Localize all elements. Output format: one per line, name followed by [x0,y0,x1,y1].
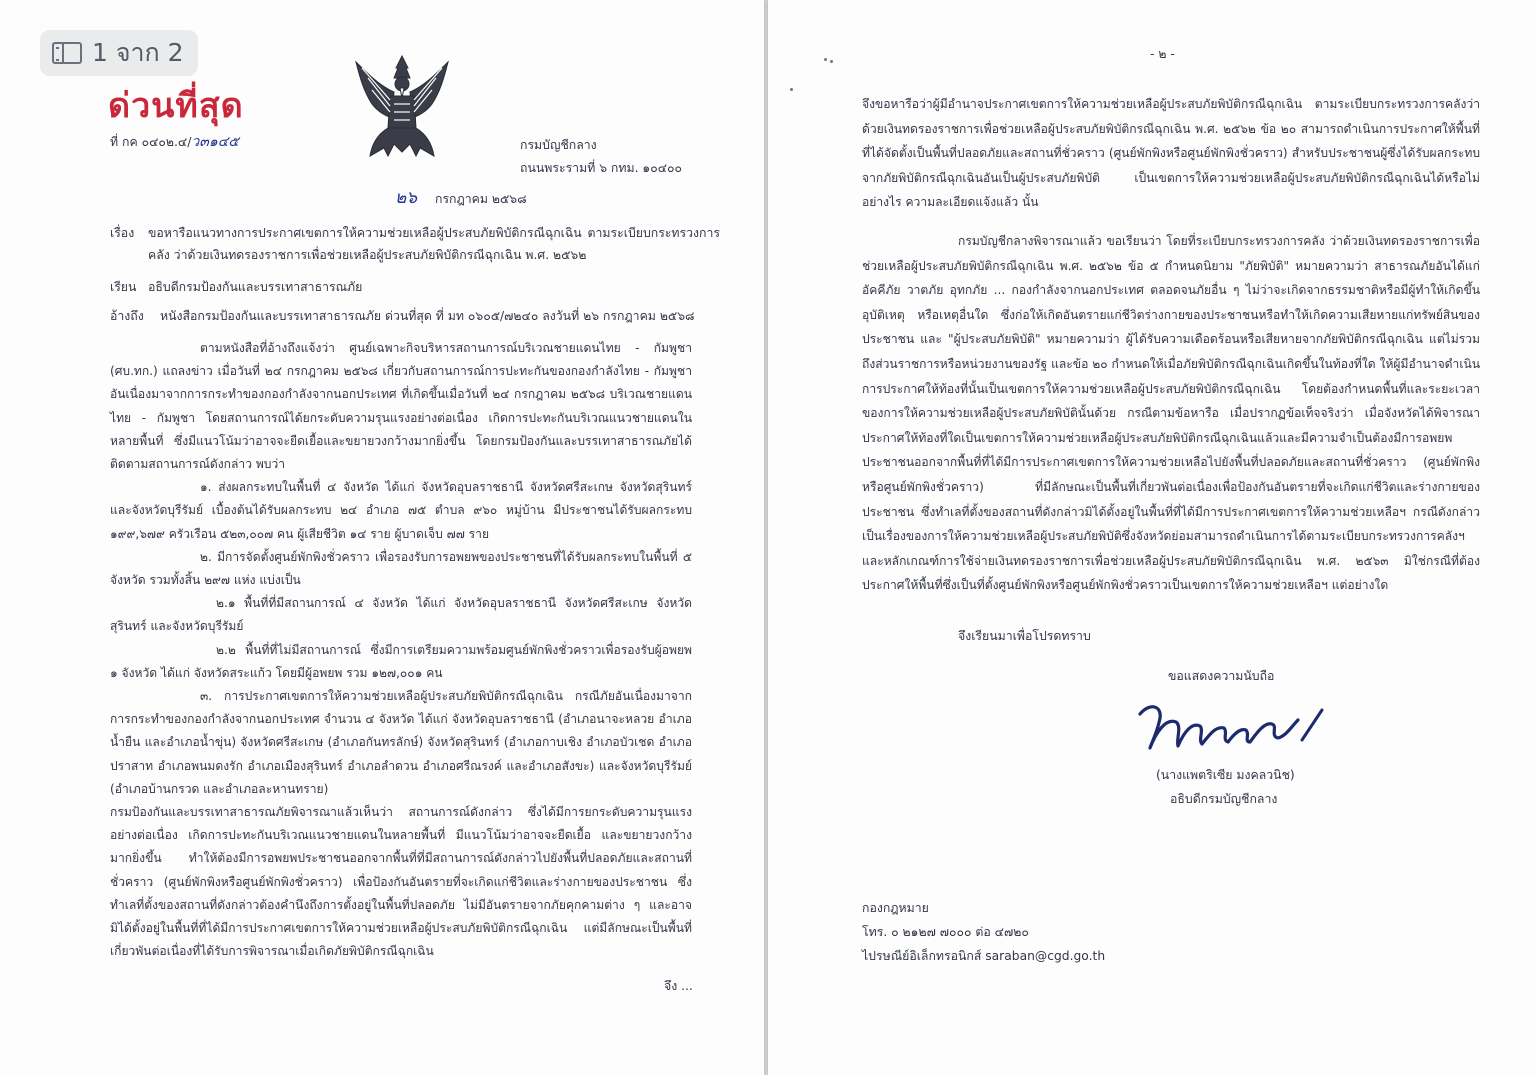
scan-speck [830,60,833,63]
continuation-marker: จึง ... [664,979,693,993]
paragraph: ๒. มีการจัดตั้งศูนย์พักพิงชั่วคราว เพื่อรองรับการอพยพของประชาชนที่ได้รับผลกระทบในพื้นที่ ๕ จังหวัด รวมทั้งสิ้น ๒๙๗ แห่ง แบ่งเป็น [110,549,692,588]
regards-line: ขอแสดงความนับถือ [1168,669,1275,683]
signer-name: (นางแพตริเซีย มงคลวนิช) [1156,768,1295,782]
sender-organization: กรมบัญชีกลาง [520,138,597,152]
paragraph: ๒.๒ พื้นที่ที่ไม่มีสถานการณ์ ซึ่งมีการเตรียมความพร้อมศูนย์พักพิงชั่วคราวเพื่อรองรับผู้อพยพ ๑ จังหวัด ได้แก่ จังหวัดสระแก้ว โดยมีผู้อพยพ รวม ๑๒๗,๐๐๑ คน [110,642,692,680]
date-month-year: กรกฎาคม ๒๕๖๘ [435,192,527,206]
paragraph: กรมป้องกันและบรรเทาสาธารณภัยพิจารณาแล้วเห็นว่า สถานการณ์ดังกล่าว ซึ่งได้มีการยกระดับความรุนแรงอย่างต่อเนื่อง เกิดการปะทะกันบริเวณแนวชายแดนในหลายพื้นที่ มีแนวโน้มว่าอาจจะยืดเยื้อ และขยายวงกว้างมากยิ่งขึ้น ทำให้ต้องมีการอพยพประชาชนออกจากพื้นที่ที่มีสถานการณ์ดังกล่าวไปยังพื้นที่ปลอดภัยและสถานที่ชั่วคราว (ศูนย์พักพิงหรือศูนย์พักพิงชั่วคราว) เพื่อป้องกันอันตรายที่จะเกิดแก่ชีวิตและร่างกายของประชาชน ซึ่งทำเลที่ตั้งของสถานที่ดังกล่าวต้องคำนึงถึงการตั้งอยู่ในพื้นที่ปลอดภัย ไม่มีอันตรายจากภัยคุกคามต่าง ๆ และอาจมิได้ตั้งอยู่ในพื้นที่ที่ได้มีการประกาศเขตการให้ความช่วยเหลือผู้ประสบภัยพิบัติกรณีฉุกเฉิน แต่มีลักษณะเป็นพื้นที่เกี่ยวพันต่อเนื่องที่ได้รับการพิจารณาเมื่อเกิดภัยพิบัติกรณีฉุกเฉิน [110,805,692,959]
handwritten-date-day: ๒๖ [395,188,417,208]
contact-department: กองกฎหมาย [862,901,929,915]
paragraph: กรมบัญชีกลางพิจารณาแล้ว ขอเรียนว่า โดยที่ระเบียบกระทรวงการคลัง ว่าด้วยเงินทดรองราชการเพื่อช่วยเหลือผู้ประสบภัยพิบัติกรณีฉุกเฉิน พ.ศ. ๒๕๖๒ ข้อ ๕ กำหนดนิยาม "ภัยพิบัติ" หมายความว่า สาธารณภัยอันได้แก่ อัคคีภัย วาตภัย อุทกภัย ... กองกำลังจากนอกประเทศ ตลอดจนภัยอื่น ๆ ไม่ว่าจะเกิดจากธรรมชาติหรือมีผู้ทำให้เกิดขึ้น อุบัติเหตุ หรือเหตุอื่นใด ซึ่งก่อให้เกิดอันตรายแก่ชีวิตร่างกายของประชาชนหรือทำให้เกิดความเสียหายแก่ทรัพย์สินของประชาชน และ "ผู้ประสบภัยพิบัติ" หมายความว่า ผู้ได้รับความเดือดร้อนหรือเสียหายจากภัยพิบัติกรณีฉุกเฉิน แต่ไม่รวมถึงส่วนราชการหรือหน่วยงานของรัฐ และข้อ ๒๐ กำหนดให้เมื่อภัยพิบัติกรณีฉุกเฉินเกิดขึ้นในท้องที่ใด ให้ผู้มีอำนาจดำเนินการประกาศให้ท้องที่นั้นเป็นเขตการให้ความช่วยเหลือผู้ประสบภัยพิบัติกรณีฉุกเฉิน โดยต้องกำหนดพื้นที่และระยะเวลาของการให้ความช่วยเหลือผู้ประสบภัยพิบัตินั้นด้วย กรณีตามข้อหารือ เมื่อปรากฏข้อเท็จจริงว่า เมื่อจังหวัดได้พิจารณาประกาศให้ท้องที่ใดเป็นเขตการให้ความช่วยเหลือผู้ประสบภัยพิบัติกรณีฉุกเฉินแล้วและมีความจำเป็นต้องมีการอพยพประชาชนออกจากพื้นที่ที่ได้มีการประกาศเขตการให้ความช่วยเหลือไปยังพื้นที่ปลอดภัยและสถานที่ชั่วคราว (ศูนย์พักพิงหรือศูนย์พักพิงชั่วคราว) ที่มีลักษณะเป็นพื้นที่เกี่ยวพันต่อเนื่องเพื่อป้องกันอันตรายที่จะเกิดแก่ชีวิตและร่างกายของประชาชน ซึ่งทำเลที่ตั้งของสถานที่ดังกล่าวมิได้ตั้งอยู่ในพื้นที่ที่ได้มีการประกาศเขตการให้ความช่วยเหลือฯ กรณีดังกล่าวเป็นเรื่องของการให้ความช่วยเหลือผู้ประสบภัยพิบัติซึ่งจังหวัดย่อมสามารถดำเนินการได้ตามระเบียบกระทรวงการคลังฯ และหลักเกณฑ์การใช้จ่ายเงินทดรองราชการเพื่อช่วยเหลือผู้ประสบภัยพิบัติกรณีฉุกเฉิน พ.ศ. ๒๕๖๓ มิใช่กรณีที่ต้องประกาศให้พื้นที่ซึ่งเป็นที่ตั้งศูนย์พักพิงหรือศูนย์พักพิงชั่วคราวเป็นเขตการให้ความช่วยเหลือฯ แต่อย่างใด [862,233,1480,593]
reference-label: อ้างถึง [110,309,144,323]
paragraph: ๓. การประกาศเขตการให้ความช่วยเหลือผู้ประสบภัยพิบัติกรณีฉุกเฉิน กรณีภัยอันเนื่องมาจากการกระทำของกองกำลังจากนอกประเทศ จำนวน ๔ จังหวัด ได้แก่ จังหวัดอุบลราชธานี (อำเภอนาจะหลวย อำเภอน้ำยืน และอำเภอน้ำขุ่น) จังหวัดศรีสะเกษ (อำเภอกันทรลักษ์) จังหวัดสุรินทร์ (อำเภอกาบเชิง อำเภอบัวเชด อำเภอปราสาท อำเภอพนมดงรัก อำเภอเมืองสุรินทร์ อำเภอลำดวน อำเภอศรีณรงค์ และอำเภอสังขะ) และจังหวัดบุรีรัมย์ (อำเภอบ้านกรวด และอำเภอละหานทราย) [110,689,692,796]
garuda-emblem [350,52,454,164]
subject-text: ขอหารือแนวทางการประกาศเขตการให้ความช่วยเหลือผู้ประสบภัยพิบัติกรณีฉุกเฉิน ตามระเบียบกระทรวงการคลัง ว่าด้วยเงินทดรองราชการเพื่อช่วยเหลือผู้ประสบภัยพิบัติกรณีฉุกเฉิน พ.ศ. ๒๕๖๒ [148,226,720,262]
page-indicator[interactable] [40,30,198,76]
document-page-1 [0,0,764,1075]
handwritten-reference-number: ว๓๑๔๕ [191,134,239,150]
paragraph: ๑. ส่งผลกระทบในพื้นที่ ๔ จังหวัด ได้แก่ จังหวัดอุบลราชธานี จังหวัดศรีสะเกษ จังหวัดสุรินทร์ และจังหวัดบุรีรัมย์ เบื้องต้นได้รับผลกระทบ ๒๔ อำเภอ ๗๕ ตำบล ๙๖๐ หมู่บ้าน มีประชาชนได้รับผลกระทบ ๑๙๙,๖๗๙ ครัวเรือน ๕๒๓,๐๐๗ คน ผู้เสียชีวิต ๑๔ ราย ผู้บาดเจ็บ ๗๗ ราย [110,480,692,541]
reference-text: หนังสือกรมป้องกันและบรรเทาสาธารณภัย ด่วนที่สุด ที่ มท ๐๖๐๕/๗๒๔๐ ลงวันที่ ๒๖ กรกฎาคม ๒๕๖๘ [160,309,695,323]
page-indicator-label: 1 จาก 2 [92,38,184,67]
sender-address: ถนนพระรามที่ ๖ กทม. ๑๐๔๐๐ [520,161,683,175]
scan-speck [790,88,793,91]
salutation-label: เรียน [110,280,137,294]
subject-label: เรื่อง [110,226,135,240]
document-reference-number [110,134,239,150]
page-2-body [862,92,1480,598]
contact-phone: โทร. ๐ ๒๑๒๗ ๗๐๐๐ ต่อ ๔๗๒๐ [862,925,1029,939]
sidebar-icon[interactable] [52,42,82,64]
document-date [395,190,527,207]
closing-line: จึงเรียนมาเพื่อโปรดทราบ [958,629,1091,643]
signer-title: อธิบดีกรมบัญชีกลาง [1170,792,1278,806]
salutation-text: อธิบดีกรมป้องกันและบรรเทาสาธารณภัย [148,280,363,294]
page-1-body [110,337,692,963]
paragraph: จึงขอหารือว่าผู้มีอำนาจประกาศเขตการให้ความช่วยเหลือผู้ประสบภัยพิบัติกรณีฉุกเฉิน ตามระเบียบกระทรวงการคลังว่าด้วยเงินทดรองราชการเพื่อช่วยเหลือผู้ประสบภัยพิบัติกรณีฉุกเฉิน พ.ศ. ๒๕๖๒ ข้อ ๒๐ สามารถดำเนินการประกาศให้พื้นที่ที่ได้จัดตั้งเป็นพื้นที่ปลอดภัยและสถานที่ชั่วคราว (ศูนย์พักพิงหรือศูนย์พักพิงชั่วคราว) สำหรับประชาชนผู้ซึ่งได้รับผลกระทบจากภัยพิบัติกรณีฉุกเฉินอันเป็นผู้ประสบภัยพิบัติ เป็นเขตการให้ความช่วยเหลือผู้ประสบภัยพิบัติกรณีฉุกเฉินได้หรือไม่ อย่างไร ความละเอียดแจ้งแล้ว นั้น [862,97,1480,210]
paragraph: ตามหนังสือที่อ้างถึงแจ้งว่า ศูนย์เฉพาะกิจบริหารสถานการณ์บริเวณชายแดนไทย - กัมพูชา (ศบ.ทก.) แถลงข่าว เมื่อวันที่ ๒๔ กรกฎาคม ๒๕๖๘ เกี่ยวกับสถานการณ์การปะทะกันของกองกำลังไทย - กัมพูชา อันเนื่องมาจากการกระทำของกองกำลังจากนอกประเทศ ที่เกิดขึ้นเมื่อวันที่ ๒๔ กรกฎาคม ๒๕๖๘ บริเวณชายแดนไทย - กัมพูชา โดยสถานการณ์ได้ยกระดับความรุนแรงอย่างต่อเนื่อง เกิดการปะทะกันบริเวณแนวชายแดนในหลายพื้นที่ ซึ่งมีแนวโน้มว่าอาจจะยืดเยื้อและขยายวงกว้างมากยิ่งขึ้น โดยกรมป้องกันและบรรเทาสาธารณภัยได้ติดตามสถานการณ์ดังกล่าว พบว่า [110,341,692,472]
urgency-stamp: ด่วนที่สุด [108,86,244,126]
paragraph: ๒.๑ พื้นที่ที่มีสถานการณ์ ๔ จังหวัด ได้แก่ จังหวัดอุบลราชธานี จังหวัดศรีสะเกษ จังหวัดสุรินทร์ และจังหวัดบุรีรัมย์ [110,596,692,634]
page-number: - ๒ - [1150,47,1175,61]
scan-speck [824,58,827,61]
contact-email: ไปรษณีย์อิเล็กทรอนิกส์ saraban@cgd.go.th [862,949,1106,963]
reference-prefix: ที่ กค ๐๔๐๒.๔/ [110,135,192,149]
handwritten-signature [1132,696,1328,758]
